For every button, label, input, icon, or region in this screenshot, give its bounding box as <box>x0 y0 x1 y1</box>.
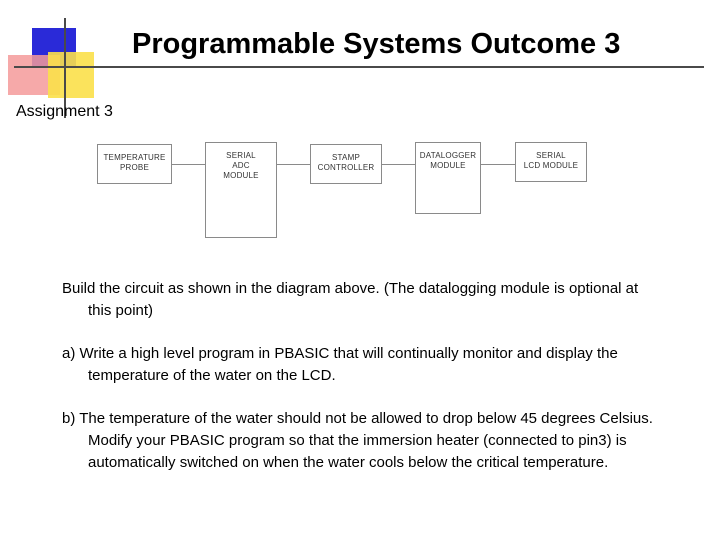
datalogger-module-block <box>415 142 481 214</box>
connector-datalogger-lcd <box>481 164 515 165</box>
instruction-a: a) Write a high level program in PBASIC that will continually monitor and display the temperature of the water on the LCD. <box>62 345 618 384</box>
block-label: SERIAL ADC MODULE <box>223 151 259 180</box>
connector-stamp-datalogger <box>382 164 415 165</box>
serial-lcd-module-block <box>515 142 587 182</box>
block-label: DATALOGGER MODULE <box>419 151 477 170</box>
assignment-label: Assignment 3 <box>16 103 113 120</box>
block-label: TEMPERATURE PROBE <box>103 153 166 172</box>
decor-yellow-square <box>48 52 94 98</box>
serial-adc-module-block <box>205 142 277 238</box>
stamp-controller-block <box>310 144 382 184</box>
block-diagram <box>95 138 595 243</box>
title-underline <box>14 66 704 68</box>
slide-title: Programmable Systems Outcome 3 <box>132 28 621 60</box>
connector-probe-adc <box>172 164 205 165</box>
temperature-probe-block <box>97 144 172 184</box>
block-label: SERIAL LCD MODULE <box>523 151 579 170</box>
instructions <box>62 278 662 495</box>
instruction-b: b) The temperature of the water should not be allowed to drop below 45 degrees Celsius. Modify your PBASIC program so that the immersion heater (connected to pin3) is automatically switched on when the water cools below the critical temperature. <box>62 410 653 471</box>
block-label: STAMP CONTROLLER <box>317 153 375 172</box>
instruction-build-circuit: Build the circuit as shown in the diagram above. (The datalogging module is optional at this point) <box>62 280 639 319</box>
connector-adc-stamp <box>277 164 310 165</box>
